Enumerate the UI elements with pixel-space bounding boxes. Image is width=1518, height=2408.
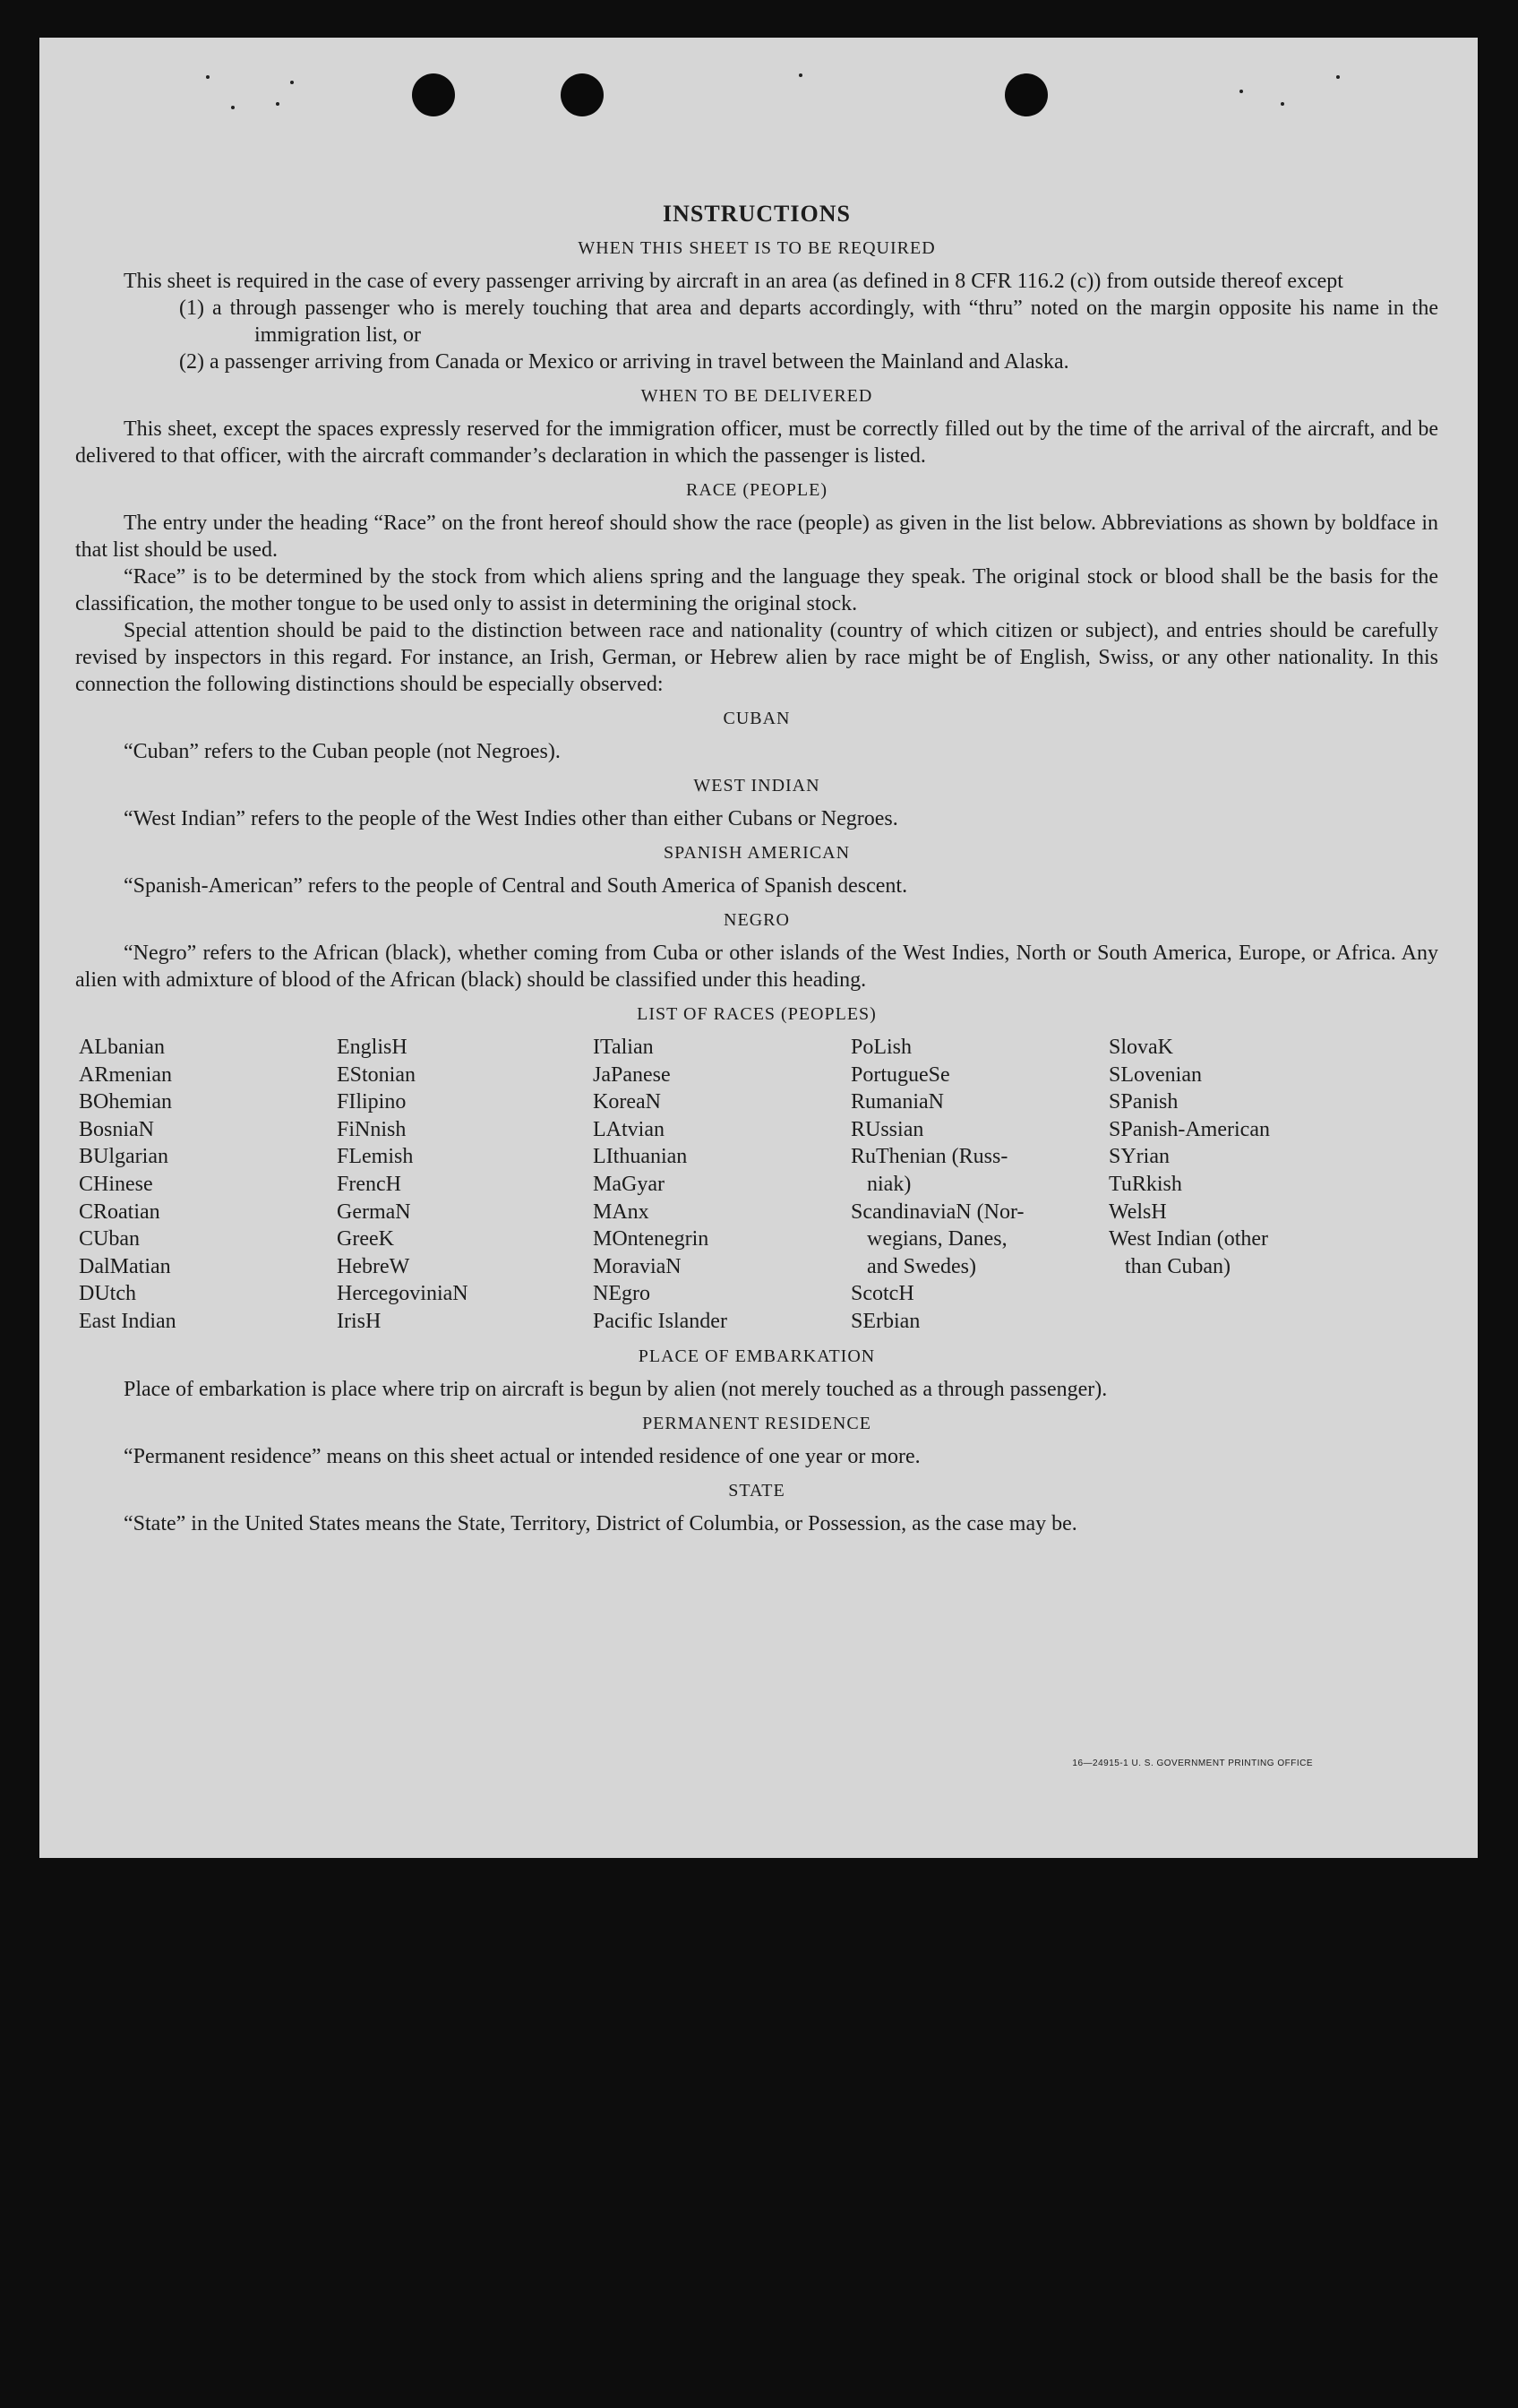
- heading-state: STATE: [728, 1480, 785, 1501]
- race-item: GermaN: [337, 1200, 411, 1224]
- race-column-5: [1109, 1034, 1342, 1336]
- heading-required: WHEN THIS SHEET IS TO BE REQUIRED: [578, 238, 936, 258]
- race-item: KoreaN: [593, 1090, 661, 1114]
- spanish-american-text: “Spanish-American” refers to the people of Central and South America of Spanish descent.: [124, 874, 908, 898]
- race-item: West Indian (other: [1109, 1227, 1269, 1251]
- west-indian-text: “West Indian” refers to the people of the West Indies other than either Cubans or Negroes.: [124, 807, 898, 830]
- heading-cuban: CUBAN: [723, 709, 791, 728]
- punch-hole: [561, 73, 604, 116]
- cuban-text: “Cuban” refers to the Cuban people (not Negroes).: [124, 740, 561, 763]
- race-item: SLovenian: [1109, 1062, 1202, 1087]
- required-item-2: (2) a passenger arriving from Canada or Mexico or arriving in travel between the Mainland and Alaska.: [179, 350, 1069, 374]
- race-item: GreeK: [337, 1227, 394, 1251]
- race-item: ALbanian: [79, 1036, 165, 1059]
- race-item: LIthuanian: [593, 1145, 688, 1169]
- race-item: BosniaN: [79, 1117, 154, 1141]
- race-column-3: [593, 1034, 851, 1336]
- required-intro: This sheet is required in the case of every passenger arriving by aircraft in an area (as defined in 8 CFR 116.2 (c)) from outside thereof except: [124, 270, 1343, 293]
- race-item: RumaniaN: [851, 1090, 944, 1114]
- race-paragraph-3: Special attention should be paid to the distinction between race and nationality (country of which citizen or subject), and entries should be carefully revised by inspectors in this regard. For instance, an Irish, German, or Hebrew alien by race might be of English, Swiss, or any other nationality. In this connection the following distinctions should be especially observed:: [75, 619, 1438, 696]
- race-item: SErbian: [851, 1309, 921, 1333]
- punch-hole: [412, 73, 455, 116]
- race-item: WelsH: [1109, 1200, 1167, 1224]
- race-item: than Cuban): [1125, 1254, 1231, 1278]
- race-column-1: [79, 1034, 337, 1336]
- punch-hole: [1005, 73, 1048, 116]
- race-paragraph-2: “Race” is to be determined by the stock from which aliens spring and the language they speak. The original stock or blood shall be the basis for the classification, the mother tongue to be used only to assist in determining the original stock.: [75, 565, 1438, 615]
- race-item: RUssian: [851, 1117, 924, 1141]
- race-item: MAnx: [593, 1200, 649, 1224]
- race-item: EnglisH: [337, 1036, 407, 1059]
- instruction-sheet: [39, 38, 1478, 1858]
- race-item: DUtch: [79, 1282, 136, 1306]
- race-item: FrencH: [337, 1172, 401, 1196]
- race-item: ITalian: [593, 1036, 654, 1059]
- race-item: SPanish-American: [1109, 1117, 1270, 1141]
- race-item: niak): [867, 1172, 912, 1196]
- race-item: JaPanese: [593, 1062, 671, 1087]
- race-list: [79, 1034, 1438, 1336]
- heading-list-of-races: LIST OF RACES (PEOPLES): [637, 1004, 877, 1024]
- race-item: ARmenian: [79, 1062, 172, 1087]
- race-column-4: [851, 1034, 1109, 1336]
- race-item: EStonian: [337, 1062, 416, 1087]
- heading-delivered: WHEN TO BE DELIVERED: [640, 386, 873, 406]
- race-item: MOntenegrin: [593, 1227, 709, 1251]
- heading-west-indian: WEST INDIAN: [693, 776, 820, 796]
- printing-office-code: 16—24915-1 U. S. GOVERNMENT PRINTING OFFICE: [1072, 1759, 1313, 1768]
- race-item: and Swedes): [867, 1254, 976, 1278]
- race-item: Pacific Islander: [593, 1309, 727, 1333]
- race-item: MoraviaN: [593, 1254, 682, 1278]
- race-item: wegians, Danes,: [867, 1227, 1008, 1251]
- race-item: BOhemian: [79, 1090, 172, 1114]
- race-item: FiNnish: [337, 1117, 407, 1141]
- race-item: FIlipino: [337, 1090, 407, 1114]
- heading-race: RACE (PEOPLE): [686, 480, 828, 500]
- race-item: SlovaK: [1109, 1036, 1173, 1059]
- race-item: LAtvian: [593, 1117, 665, 1141]
- race-paragraph-1: The entry under the heading “Race” on the front hereof should show the race (people) as given in the list below. Abbreviations as shown by boldface in that list should be used.: [75, 512, 1438, 562]
- race-item: PoLish: [851, 1036, 913, 1059]
- race-item: PortugueSe: [851, 1062, 950, 1087]
- race-item: CRoatian: [79, 1200, 160, 1224]
- race-item: TuRkish: [1109, 1172, 1182, 1196]
- race-item: SPanish: [1109, 1090, 1179, 1114]
- race-item: DalMatian: [79, 1254, 171, 1278]
- race-item: ScandinaviaN (Nor-: [851, 1200, 1025, 1224]
- race-item: HebreW: [337, 1254, 410, 1278]
- state-text: “State” in the United States means the State, Territory, District of Columbia, or Possession, as the case may be.: [124, 1511, 1077, 1535]
- race-column-2: [337, 1034, 593, 1336]
- race-item: RuThenian (Russ-: [851, 1145, 1008, 1169]
- race-item: ScotcH: [851, 1282, 914, 1306]
- race-item: SYrian: [1109, 1145, 1170, 1169]
- race-item: NEgro: [593, 1282, 650, 1306]
- page-title: INSTRUCTIONS: [663, 201, 851, 227]
- race-item: HercegoviniaN: [337, 1282, 468, 1306]
- race-item: East Indian: [79, 1309, 176, 1333]
- heading-negro: NEGRO: [724, 910, 790, 930]
- embarkation-text: Place of embarkation is place where trip on aircraft is begun by alien (not merely touched as a through passenger).: [124, 1377, 1108, 1401]
- race-item: CHinese: [79, 1172, 153, 1196]
- heading-embarkation: PLACE OF EMBARKATION: [638, 1346, 876, 1366]
- heading-spanish-american: SPANISH AMERICAN: [663, 843, 851, 863]
- race-item: IrisH: [337, 1309, 382, 1333]
- heading-residence: PERMANENT RESIDENCE: [642, 1413, 871, 1433]
- race-item: CUban: [79, 1227, 140, 1251]
- race-item: BUlgarian: [79, 1145, 168, 1169]
- residence-text: “Permanent residence” means on this sheet actual or intended residence of one year or more.: [124, 1444, 921, 1468]
- race-item: MaGyar: [593, 1172, 665, 1196]
- required-item-1: (1) a through passenger who is merely touching that area and departs accordingly, with “thru” noted on the margin opposite his name in the immigration list, or: [179, 297, 1438, 347]
- delivered-text: This sheet, except the spaces expressly reserved for the immigration officer, must be correctly filled out by the time of the arrival of the aircraft, and be delivered to that officer, with the aircraft commander’s declaration in which the passenger is listed.: [75, 417, 1438, 468]
- race-item: FLemish: [337, 1145, 414, 1169]
- negro-text: “Negro” refers to the African (black), whether coming from Cuba or other islands of the West Indies, North or South America, Europe, or Africa. Any alien with admixture of blood of the African (black) should be classified under this heading.: [75, 942, 1438, 992]
